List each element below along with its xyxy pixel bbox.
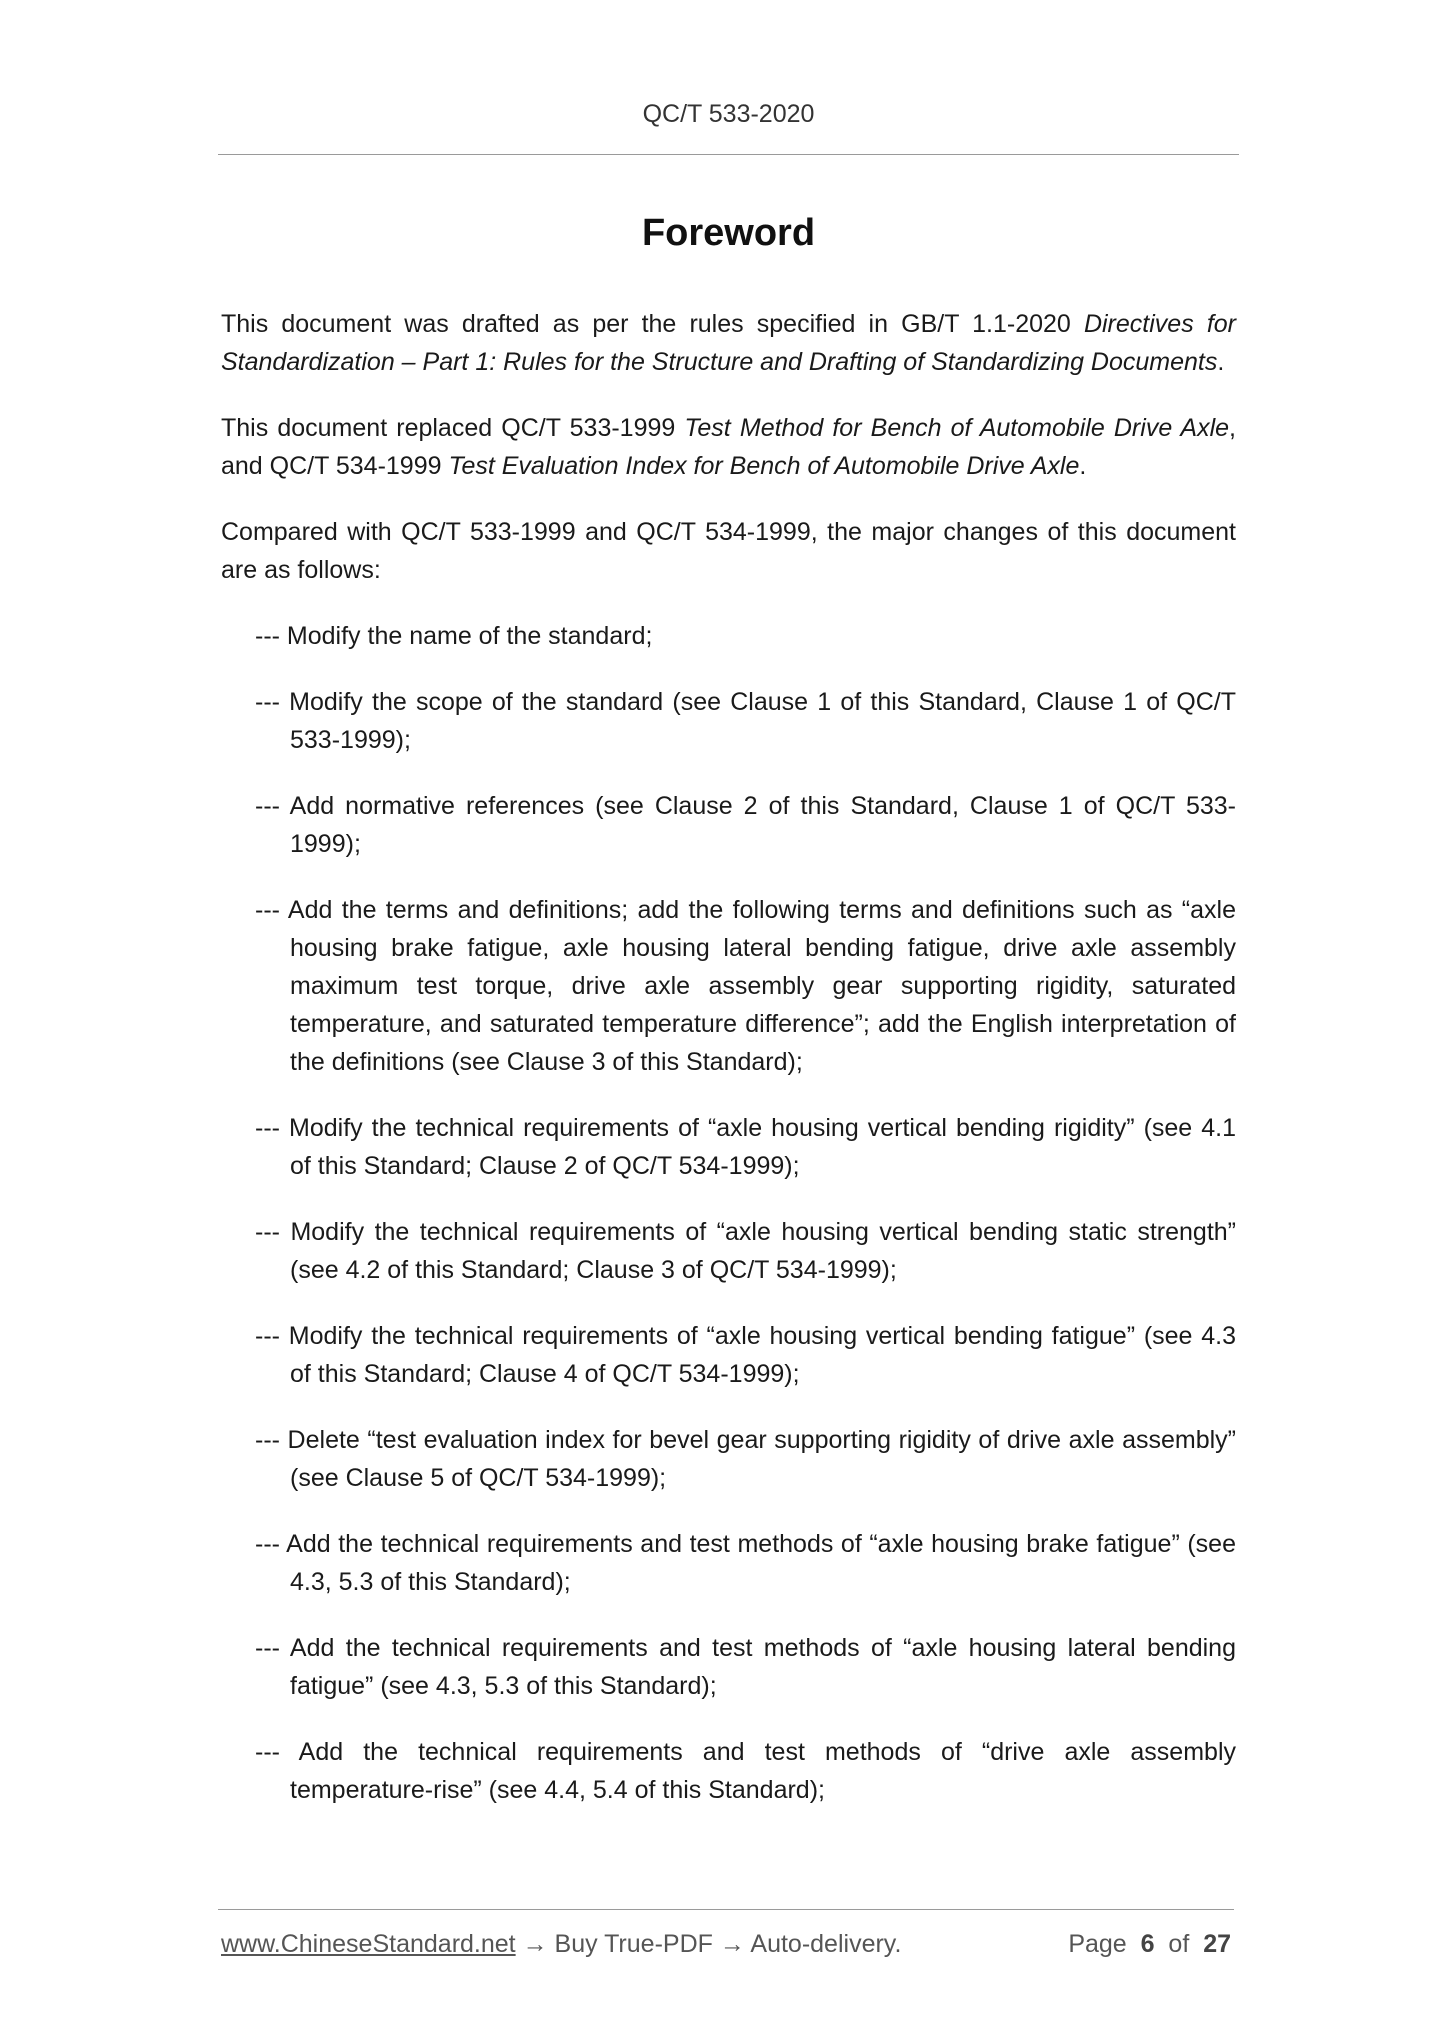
header-divider bbox=[218, 154, 1239, 155]
change-list-item: --- Add the technical requirements and test methods of “axle housing brake fatigue” (see 4.3, 5.3 of this Standard); bbox=[255, 1530, 1236, 1596]
footer-promo bbox=[221, 1930, 901, 1959]
cited-standard-title: Test Evaluation Index for Bench of Automobile Drive Axle bbox=[448, 452, 1080, 480]
page-title: Foreword bbox=[641, 212, 816, 254]
change-list-item: --- Modify the technical requirements of “axle housing vertical bending rigidity” (see 4.1 of this Standard; Clause 2 of QC/T 534-1999); bbox=[255, 1114, 1236, 1180]
page-current: 6 bbox=[1140, 1930, 1155, 1958]
change-list-item: --- Add the technical requirements and test methods of “drive axle assembly temperature-rise” (see 4.4, 5.4 of this Standard); bbox=[255, 1738, 1236, 1804]
change-list-item: --- Modify the name of the standard; bbox=[255, 622, 653, 650]
change-list-item: --- Modify the scope of the standard (see Clause 1 of this Standard, Clause 1 of QC/T 533-1999); bbox=[255, 688, 1236, 754]
change-list-item: --- Delete “test evaluation index for bevel gear supporting rigidity of drive axle assembly” (see Clause 5 of QC/T 534-1999); bbox=[255, 1426, 1236, 1492]
change-list-item: --- Add the terms and definitions; add the following terms and definitions such as “axle housing brake fatigue, axle housing lateral bending fatigue, drive axle assembly maximum test torque, drive axle assembly gear supporting rigidity, saturated temperature, and saturated temperature difference”; add the English interpretation of the definitions (see Clause 3 of this Standard); bbox=[255, 896, 1236, 1076]
intro-text: This document replaced QC/T 533-1999 bbox=[221, 414, 685, 442]
footer-divider bbox=[218, 1909, 1234, 1910]
page-of-label: of bbox=[1168, 1930, 1190, 1958]
document-body bbox=[221, 305, 1236, 1837]
cited-standard-title: Directives for Standardization – Part 1: Rules for the Structure and Drafting of Standardizing Documents bbox=[221, 310, 1236, 376]
page-number bbox=[1068, 1930, 1231, 1959]
intro-paragraph-drafting bbox=[221, 305, 1236, 381]
page-header: QC/T 533-2020 bbox=[642, 100, 815, 128]
change-list-item: --- Add normative references (see Clause 2 of this Standard, Clause 1 of QC/T 533-1999); bbox=[255, 792, 1236, 858]
intro-text: . bbox=[1079, 452, 1087, 480]
cited-standard-title: Test Method for Bench of Automobile Drive Axle bbox=[684, 414, 1230, 442]
change-list-item: --- Modify the technical requirements of “axle housing vertical bending fatigue” (see 4.3 of this Standard; Clause 4 of QC/T 534-1999); bbox=[255, 1322, 1236, 1388]
intro-text: , and QC/T 534-1999 bbox=[221, 414, 1236, 480]
page-label: Page bbox=[1068, 1930, 1127, 1958]
page-total: 27 bbox=[1203, 1930, 1231, 1958]
intro-text: This document was drafted as per the rules specified in GB/T 1.1-2020 bbox=[221, 310, 1084, 338]
footer-promo-text: → Buy True-PDF → Auto-delivery. bbox=[515, 1930, 902, 1958]
website-link[interactable]: www.ChineseStandard.net bbox=[221, 1930, 516, 1958]
change-list-item: --- Modify the technical requirements of “axle housing vertical bending static strength” (see 4.2 of this Standard; Clause 3 of QC/T 534-1999); bbox=[255, 1218, 1236, 1284]
intro-text: . bbox=[1217, 348, 1225, 376]
intro-paragraph-changes: Compared with QC/T 533-1999 and QC/T 534-1999, the major changes of this document are as follows: bbox=[221, 518, 1236, 584]
intro-paragraph-replaced bbox=[221, 409, 1236, 485]
change-list-item: --- Add the technical requirements and test methods of “axle housing lateral bending fatigue” (see 4.3, 5.3 of this Standard); bbox=[255, 1634, 1236, 1700]
